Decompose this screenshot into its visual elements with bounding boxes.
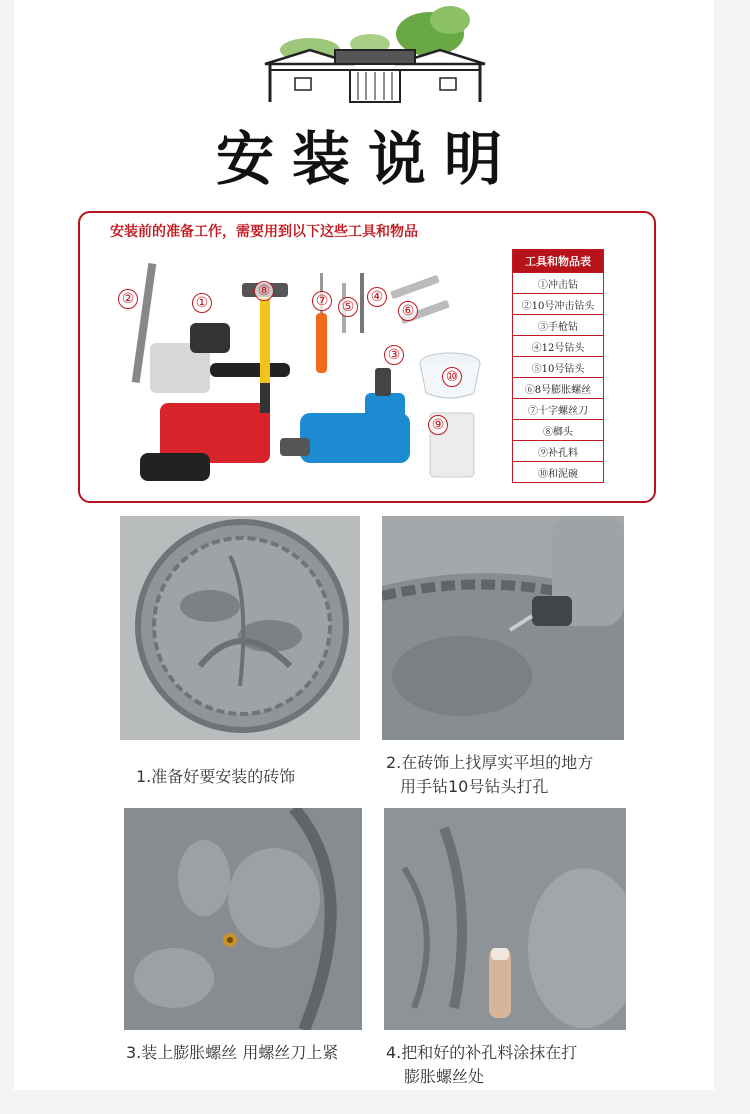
marker-3: ③ xyxy=(384,345,404,365)
marker-8: ⑧ xyxy=(254,281,274,301)
tools-table-item: ①冲击钻 xyxy=(513,273,604,294)
marker-7: ⑦ xyxy=(312,291,332,311)
drill-bit-12-image xyxy=(360,273,364,333)
marker-4: ④ xyxy=(367,287,387,307)
step-3-caption: 3.装上膨胀螺丝 用螺丝刀上紧 xyxy=(126,1043,339,1062)
tools-heading: 安装前的准备工作，需要用到以下这些工具和物品 xyxy=(110,224,418,240)
tools-table-item: ⑧榔头 xyxy=(513,420,604,441)
step-2-photo xyxy=(382,516,624,740)
tools-table-item: ⑨补孔料 xyxy=(513,441,604,462)
tools-table xyxy=(512,249,604,483)
house-illustration xyxy=(250,6,500,106)
tools-table-item: ⑩和泥碗 xyxy=(513,462,604,483)
step-4-caption-line1: 4.把和好的补孔料涂抹在打 xyxy=(386,1043,578,1062)
tools-table-item: ②10号冲击钻头 xyxy=(513,294,604,315)
step-4-photo xyxy=(384,808,626,1030)
hammer-image xyxy=(242,283,288,413)
screwdriver-image xyxy=(316,273,327,373)
hand-drill-image xyxy=(280,368,410,463)
tools-table-item: ③手枪钻 xyxy=(513,315,604,336)
tools-table-item: ⑤10号钻头 xyxy=(513,357,604,378)
marker-2: ② xyxy=(118,289,138,309)
step-1-photo xyxy=(120,516,360,740)
tools-panel xyxy=(78,211,656,503)
tools-table-item: ⑥8号膨胀螺丝 xyxy=(513,378,604,399)
marker-10: ⑩ xyxy=(442,367,462,387)
marker-9: ⑨ xyxy=(428,415,448,435)
step-1-caption: 1.准备好要安装的砖饰 xyxy=(136,767,296,786)
step-3-photo xyxy=(124,808,362,1030)
marker-6: ⑥ xyxy=(398,301,418,321)
tools-table-header: 工具和物品表 xyxy=(513,250,604,273)
marker-1: ① xyxy=(192,293,212,313)
marker-5: ⑤ xyxy=(338,297,358,317)
step-2-caption-line2: 用手钻10号钻头打孔 xyxy=(400,777,549,796)
page-title: 安装说明 xyxy=(215,125,520,193)
step-4-caption-line2: 膨胀螺丝处 xyxy=(404,1067,485,1086)
step-2-caption-line1: 2.在砖饰上找厚实平坦的地方 xyxy=(386,753,594,772)
tools-table-item: ④12号钻头 xyxy=(513,336,604,357)
tools-table-item: ⑦十字螺丝刀 xyxy=(513,399,604,420)
